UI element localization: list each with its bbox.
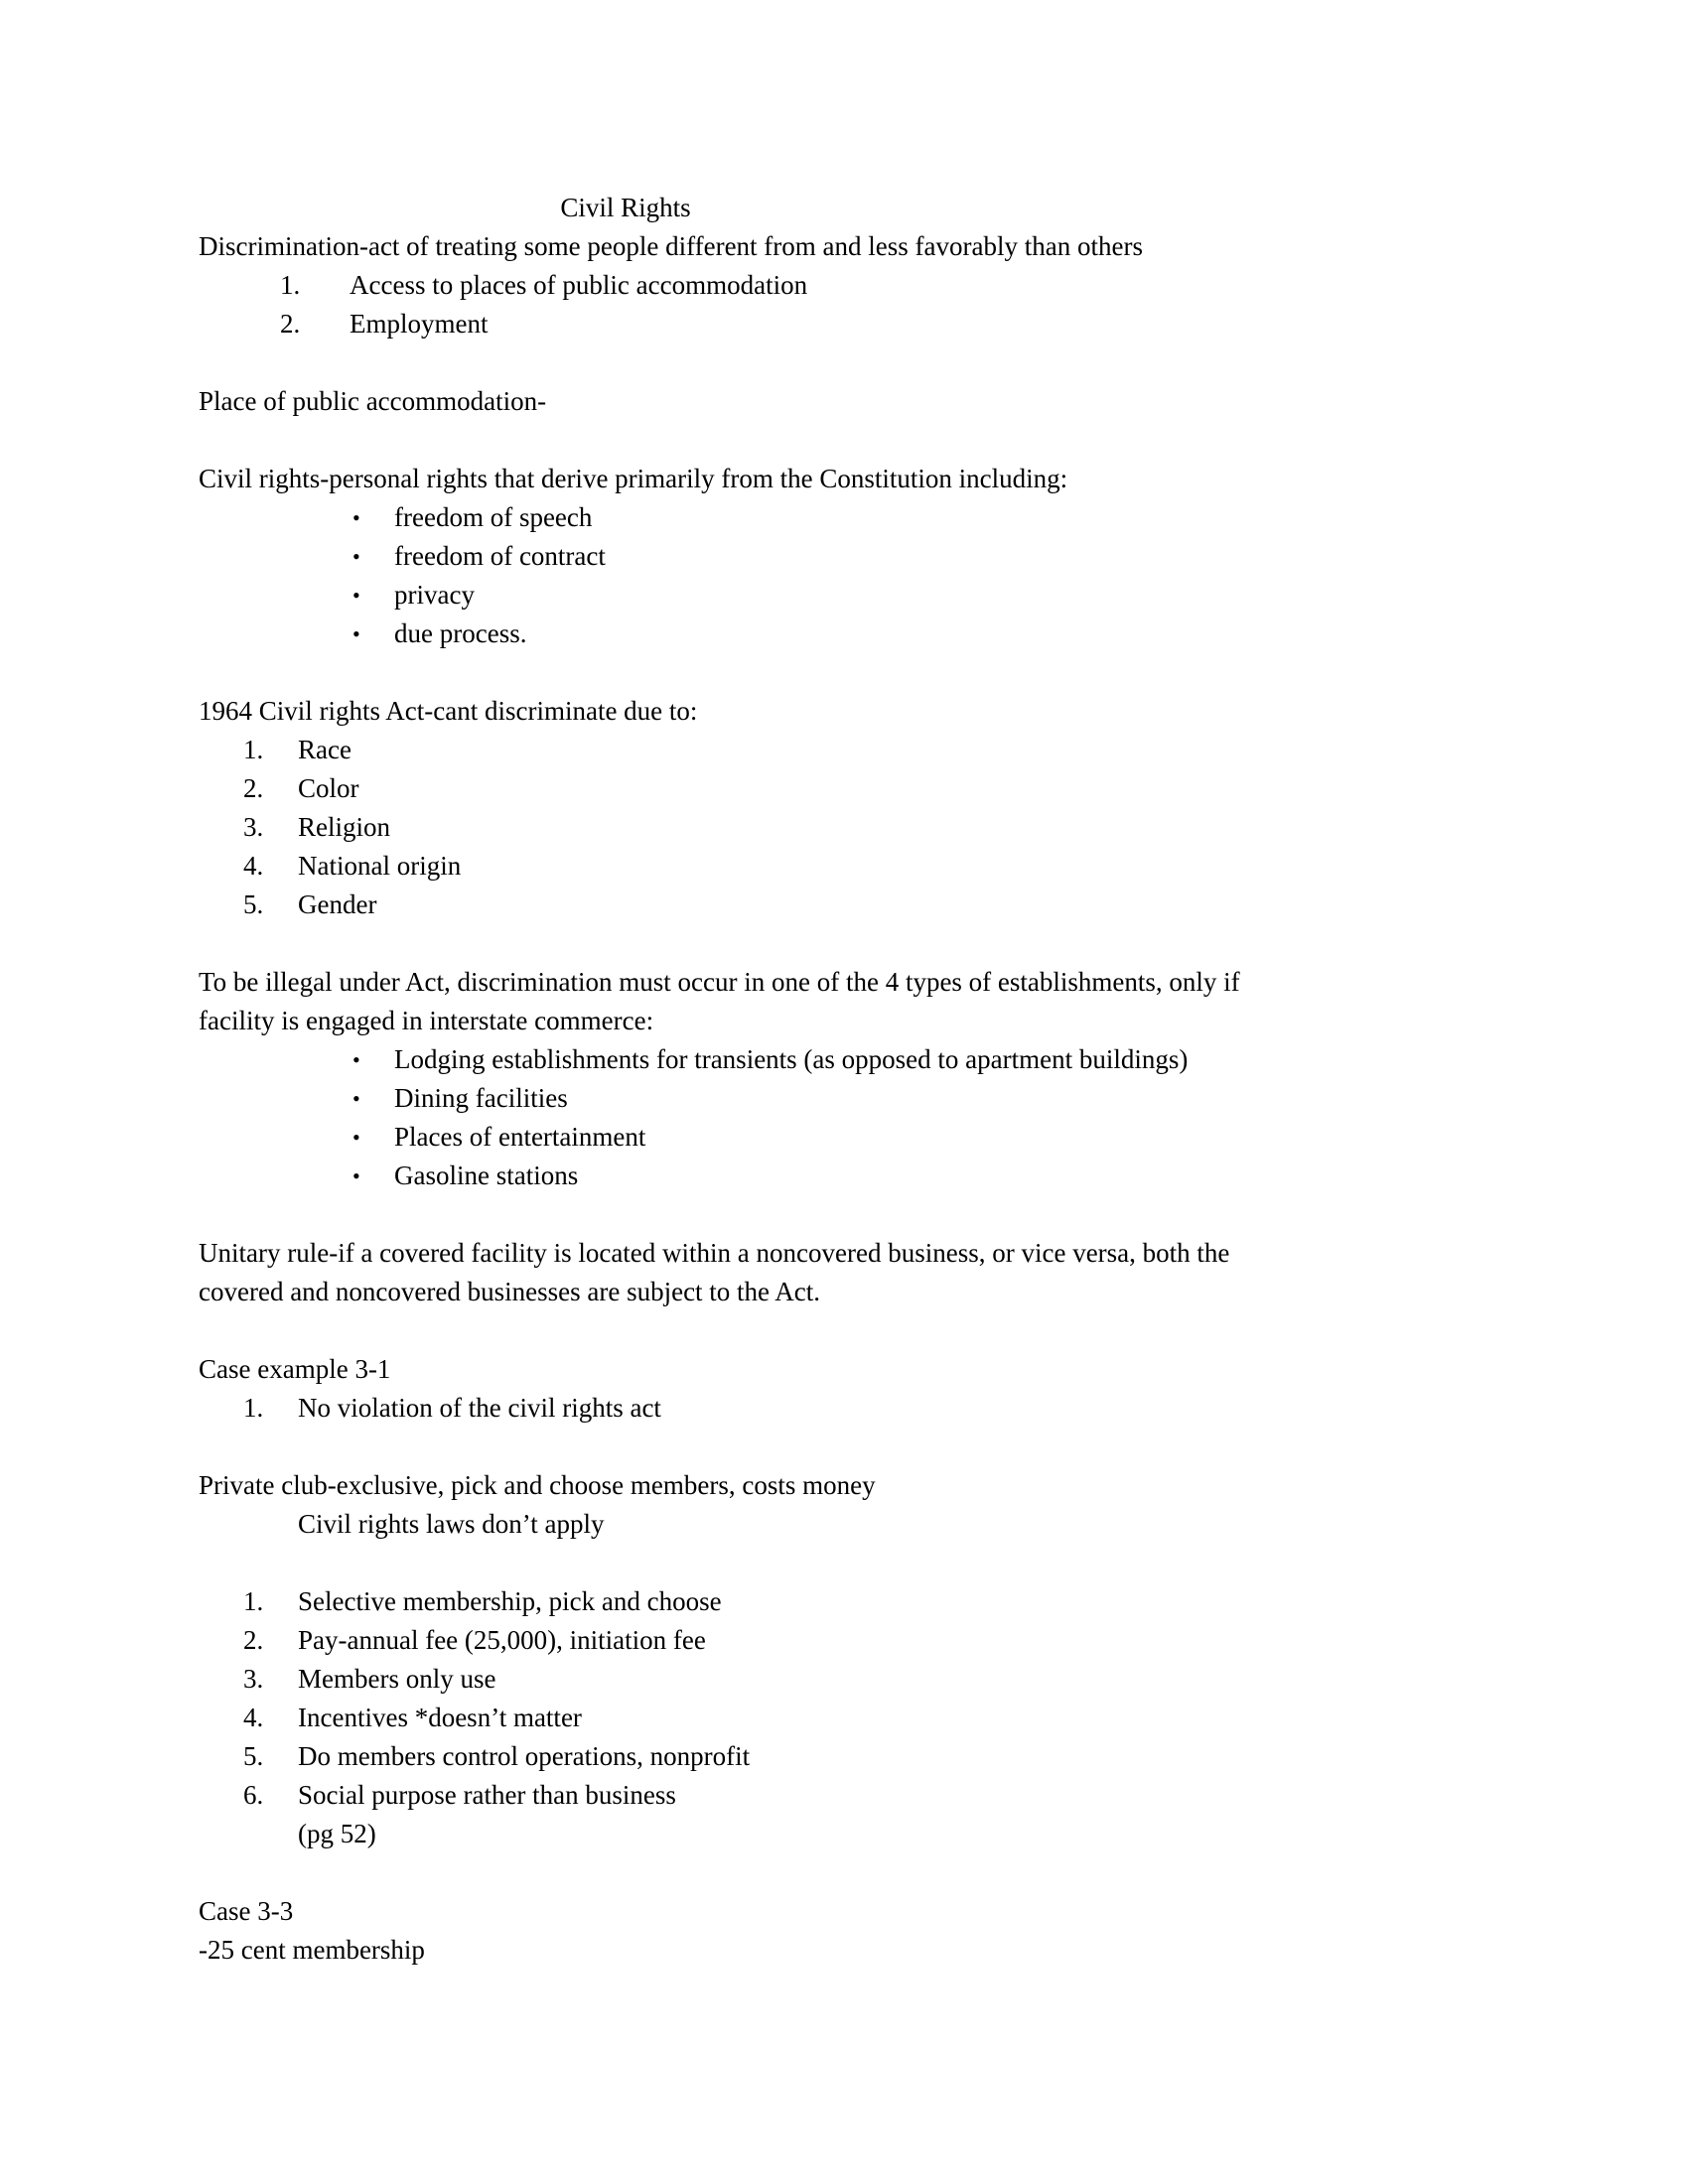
act-1964-list — [199, 731, 1499, 924]
spacer — [199, 421, 1499, 460]
list-item — [199, 537, 1499, 576]
bullet-icon: • — [352, 544, 360, 569]
place-of-public-accommodation: Place of public accommodation- — [199, 386, 547, 416]
unitary-rule-line1: Unitary rule-if a covered facility is located within a noncovered business, or vice versa, both the — [199, 1238, 1230, 1268]
list-marker: 4. — [243, 1703, 264, 1732]
establishments-lead-line1: To be illegal under Act, discrimination must occur in one of the 4 types of establishments, only if — [199, 967, 1240, 997]
list-marker: 1. — [280, 270, 301, 300]
list-item — [199, 1737, 1499, 1776]
act-1964-lead: 1964 Civil rights Act-cant discriminate due to: — [199, 696, 698, 726]
private-club-subnote: Civil rights laws don’t apply — [298, 1509, 605, 1539]
list-item-label: Lodging establishments for transients (as opposed to apartment buildings) — [394, 1044, 1189, 1074]
list-item-label: Places of entertainment — [394, 1122, 646, 1152]
list-item — [199, 1621, 1499, 1660]
list-marker: 5. — [243, 889, 264, 919]
list-item — [199, 1040, 1499, 1079]
spacer — [199, 1195, 1499, 1234]
establishments-lead-line2: facility is engaged in interstate commerce: — [199, 1006, 654, 1035]
list-item-label: Dining facilities — [394, 1083, 568, 1113]
list-marker: 1. — [243, 735, 264, 764]
list-item — [199, 1118, 1499, 1157]
discrimination-list — [199, 266, 1499, 343]
bullet-icon: • — [352, 621, 360, 646]
list-item — [199, 576, 1499, 614]
establishments-bullet-list — [199, 1040, 1499, 1195]
list-item — [199, 847, 1499, 886]
list-item — [199, 1389, 1499, 1428]
list-item — [199, 1582, 1499, 1621]
bullet-icon: • — [352, 505, 360, 530]
list-item — [199, 1660, 1499, 1699]
list-item — [199, 769, 1499, 808]
case-3-3-heading: Case 3-3 — [199, 1896, 294, 1926]
list-item — [199, 498, 1499, 537]
spacer — [199, 343, 1499, 382]
spacer — [199, 653, 1499, 692]
list-item-label: No violation of the civil rights act — [298, 1393, 661, 1423]
spacer — [199, 924, 1499, 963]
list-marker: 1. — [243, 1393, 264, 1423]
list-item-label: Selective membership, pick and choose — [298, 1586, 722, 1616]
private-club-criteria-list — [199, 1582, 1499, 1815]
list-item — [199, 614, 1499, 653]
list-item-label: Incentives *doesn’t matter — [298, 1703, 582, 1732]
private-club-heading: Private club-exclusive, pick and choose members, costs money — [199, 1470, 876, 1500]
list-marker: 3. — [243, 1664, 264, 1694]
spacer — [199, 1853, 1499, 1892]
list-item-label: Gender — [298, 889, 377, 919]
list-item — [199, 808, 1499, 847]
list-marker: 1. — [243, 1586, 264, 1616]
list-item-label: privacy — [394, 580, 475, 610]
discrimination-definition: Discrimination-act of treating some people different from and less favorably than others — [199, 231, 1143, 261]
list-item-label: Gasoline stations — [394, 1160, 579, 1190]
bullet-icon: • — [352, 583, 360, 608]
list-item — [199, 731, 1499, 769]
document-body — [199, 189, 1499, 1970]
bullet-icon: • — [352, 1163, 360, 1188]
list-marker: 4. — [243, 851, 264, 881]
civil-rights-bullet-list — [199, 498, 1499, 653]
list-marker: 5. — [243, 1741, 264, 1771]
list-item-label: Access to places of public accommodation — [350, 270, 808, 300]
list-item-label: Religion — [298, 812, 390, 842]
case-example-3-1-list — [199, 1389, 1499, 1428]
list-marker: 6. — [243, 1780, 264, 1810]
list-marker: 2. — [280, 309, 301, 339]
case-3-3-note: -25 cent membership — [199, 1935, 425, 1965]
list-item — [199, 1079, 1499, 1118]
private-club-page-reference: (pg 52) — [298, 1819, 376, 1848]
list-marker: 2. — [243, 773, 264, 803]
case-example-3-1-heading: Case example 3-1 — [199, 1354, 391, 1384]
list-item-label: freedom of speech — [394, 502, 593, 532]
list-item-label: Race — [298, 735, 352, 764]
list-item-label: due process. — [394, 618, 527, 648]
list-item — [199, 1157, 1499, 1195]
list-item-label: Pay-annual fee (25,000), initiation fee — [298, 1625, 706, 1655]
list-item — [199, 266, 1499, 305]
spacer — [199, 1428, 1499, 1466]
list-item-label: Color — [298, 773, 359, 803]
list-item — [199, 305, 1499, 343]
list-item — [199, 1776, 1499, 1815]
spacer — [199, 1311, 1499, 1350]
list-item-label: freedom of contract — [394, 541, 606, 571]
bullet-icon: • — [352, 1125, 360, 1150]
spacer — [199, 1544, 1499, 1582]
bullet-icon: • — [352, 1086, 360, 1111]
civil-rights-lead: Civil rights-personal rights that derive primarily from the Constitution including: — [199, 464, 1068, 493]
list-item — [199, 886, 1499, 924]
page-title: Civil Rights — [560, 193, 691, 222]
list-item-label: National origin — [298, 851, 462, 881]
unitary-rule-line2: covered and noncovered businesses are subject to the Act. — [199, 1277, 821, 1306]
list-marker: 3. — [243, 812, 264, 842]
list-marker: 2. — [243, 1625, 264, 1655]
list-item-label: Social purpose rather than business — [298, 1780, 676, 1810]
list-item — [199, 1699, 1499, 1737]
list-item-label: Do members control operations, nonprofit — [298, 1741, 751, 1771]
list-item-label: Members only use — [298, 1664, 496, 1694]
bullet-icon: • — [352, 1047, 360, 1072]
list-item-label: Employment — [350, 309, 489, 339]
